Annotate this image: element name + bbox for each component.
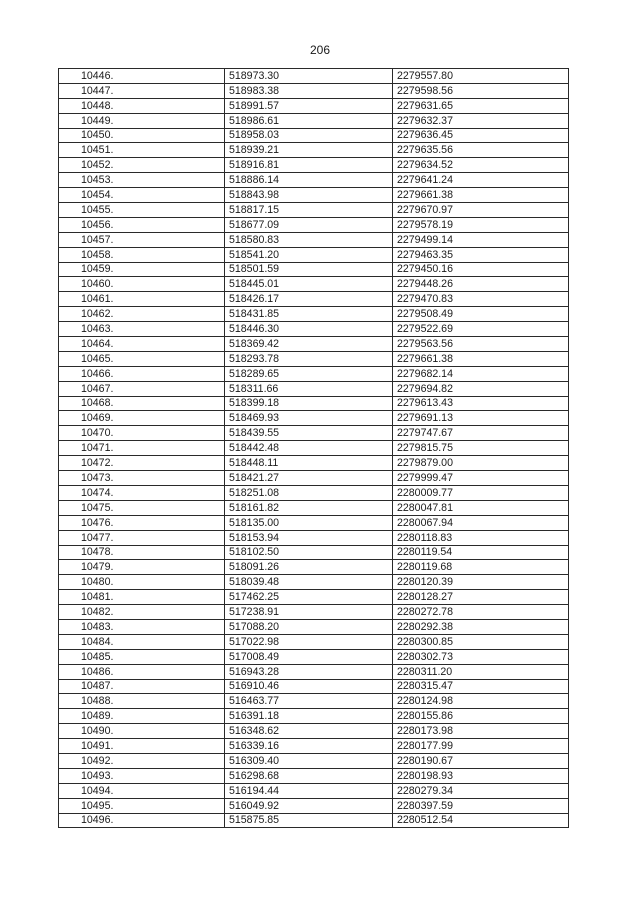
northing-cell: 2279634.52 (393, 158, 569, 173)
northing-cell: 2280128.27 (393, 590, 569, 605)
northing-cell: 2280300.85 (393, 634, 569, 649)
point-id-cell: 10489. (59, 709, 225, 724)
table-row (59, 366, 569, 381)
table-row (59, 545, 569, 560)
northing-cell: 2280198.93 (393, 768, 569, 783)
northing-cell: 2279879.00 (393, 456, 569, 471)
northing-cell: 2279632.37 (393, 113, 569, 128)
point-id-cell: 10450. (59, 128, 225, 143)
easting-cell: 518102.50 (225, 545, 393, 560)
point-id-cell: 10481. (59, 590, 225, 605)
northing-cell: 2279661.38 (393, 351, 569, 366)
table-row (59, 98, 569, 113)
easting-cell: 518580.83 (225, 232, 393, 247)
easting-cell: 518399.18 (225, 396, 393, 411)
northing-cell: 2280119.54 (393, 545, 569, 560)
easting-cell: 518039.48 (225, 575, 393, 590)
easting-cell: 518973.30 (225, 69, 393, 84)
table-row (59, 203, 569, 218)
table-row (59, 813, 569, 828)
easting-cell: 518161.82 (225, 500, 393, 515)
point-id-cell: 10451. (59, 143, 225, 158)
northing-cell: 2279694.82 (393, 381, 569, 396)
northing-cell: 2280292.38 (393, 619, 569, 634)
easting-cell: 516391.18 (225, 709, 393, 724)
easting-cell: 518916.81 (225, 158, 393, 173)
easting-cell: 518251.08 (225, 485, 393, 500)
point-id-cell: 10474. (59, 485, 225, 500)
table-row (59, 128, 569, 143)
easting-cell: 518091.26 (225, 560, 393, 575)
table-row (59, 724, 569, 739)
northing-cell: 2279508.49 (393, 307, 569, 322)
point-id-cell: 10456. (59, 217, 225, 232)
point-id-cell: 10459. (59, 262, 225, 277)
northing-cell: 2279557.80 (393, 69, 569, 84)
easting-cell: 518958.03 (225, 128, 393, 143)
easting-cell: 518986.61 (225, 113, 393, 128)
coordinate-table (58, 68, 569, 828)
table-row (59, 262, 569, 277)
easting-cell: 518311.66 (225, 381, 393, 396)
point-id-cell: 10493. (59, 768, 225, 783)
point-id-cell: 10449. (59, 113, 225, 128)
table-row (59, 560, 569, 575)
table-row (59, 411, 569, 426)
easting-cell: 516910.46 (225, 679, 393, 694)
northing-cell: 2279450.16 (393, 262, 569, 277)
northing-cell: 2280173.98 (393, 724, 569, 739)
easting-cell: 518983.38 (225, 83, 393, 98)
table-row (59, 605, 569, 620)
northing-cell: 2279670.97 (393, 203, 569, 218)
easting-cell: 517022.98 (225, 634, 393, 649)
table-row (59, 575, 569, 590)
table-row (59, 664, 569, 679)
easting-cell: 518135.00 (225, 515, 393, 530)
point-id-cell: 10454. (59, 188, 225, 203)
point-id-cell: 10484. (59, 634, 225, 649)
easting-cell: 516943.28 (225, 664, 393, 679)
point-id-cell: 10475. (59, 500, 225, 515)
northing-cell: 2280512.54 (393, 813, 569, 828)
point-id-cell: 10465. (59, 351, 225, 366)
northing-cell: 2279635.56 (393, 143, 569, 158)
table-row (59, 679, 569, 694)
point-id-cell: 10494. (59, 783, 225, 798)
northing-cell: 2279499.14 (393, 232, 569, 247)
table-row (59, 485, 569, 500)
easting-cell: 518886.14 (225, 173, 393, 188)
point-id-cell: 10455. (59, 203, 225, 218)
table-row (59, 619, 569, 634)
table-row (59, 515, 569, 530)
northing-cell: 2279747.67 (393, 426, 569, 441)
table-row (59, 232, 569, 247)
point-id-cell: 10463. (59, 322, 225, 337)
point-id-cell: 10479. (59, 560, 225, 575)
point-id-cell: 10469. (59, 411, 225, 426)
point-id-cell: 10496. (59, 813, 225, 828)
northing-cell: 2279631.65 (393, 98, 569, 113)
table-row (59, 530, 569, 545)
easting-cell: 518817.15 (225, 203, 393, 218)
table-row (59, 590, 569, 605)
point-id-cell: 10457. (59, 232, 225, 247)
table-row (59, 753, 569, 768)
point-id-cell: 10452. (59, 158, 225, 173)
northing-cell: 2280279.34 (393, 783, 569, 798)
easting-cell: 518369.42 (225, 337, 393, 352)
easting-cell: 518289.65 (225, 366, 393, 381)
northing-cell: 2280272.78 (393, 605, 569, 620)
northing-cell: 2279661.38 (393, 188, 569, 203)
table-row (59, 471, 569, 486)
point-id-cell: 10471. (59, 441, 225, 456)
point-id-cell: 10473. (59, 471, 225, 486)
easting-cell: 518469.93 (225, 411, 393, 426)
point-id-cell: 10487. (59, 679, 225, 694)
northing-cell: 2280155.86 (393, 709, 569, 724)
table-row (59, 426, 569, 441)
table-row (59, 113, 569, 128)
point-id-cell: 10495. (59, 798, 225, 813)
easting-cell: 518153.94 (225, 530, 393, 545)
northing-cell: 2279522.69 (393, 322, 569, 337)
table-row (59, 783, 569, 798)
table-row (59, 381, 569, 396)
table-row (59, 322, 569, 337)
point-id-cell: 10460. (59, 277, 225, 292)
northing-cell: 2280120.39 (393, 575, 569, 590)
table-row (59, 649, 569, 664)
point-id-cell: 10480. (59, 575, 225, 590)
table-row (59, 217, 569, 232)
easting-cell: 517238.91 (225, 605, 393, 620)
point-id-cell: 10464. (59, 337, 225, 352)
table-row (59, 709, 569, 724)
table-row (59, 739, 569, 754)
northing-cell: 2279598.56 (393, 83, 569, 98)
point-id-cell: 10477. (59, 530, 225, 545)
point-id-cell: 10485. (59, 649, 225, 664)
page-number: 206 (309, 43, 331, 57)
table-row (59, 798, 569, 813)
northing-cell: 2280047.81 (393, 500, 569, 515)
easting-cell: 518939.21 (225, 143, 393, 158)
easting-cell: 518501.59 (225, 262, 393, 277)
northing-cell: 2279691.13 (393, 411, 569, 426)
table-row (59, 143, 569, 158)
table-row (59, 173, 569, 188)
northing-cell: 2280119.68 (393, 560, 569, 575)
point-id-cell: 10492. (59, 753, 225, 768)
northing-cell: 2280302.73 (393, 649, 569, 664)
easting-cell: 518445.01 (225, 277, 393, 292)
table-row (59, 441, 569, 456)
table-row (59, 247, 569, 262)
point-id-cell: 10476. (59, 515, 225, 530)
point-id-cell: 10472. (59, 456, 225, 471)
coordinate-table-body (59, 69, 569, 828)
easting-cell: 515875.85 (225, 813, 393, 828)
northing-cell: 2279448.26 (393, 277, 569, 292)
point-id-cell: 10483. (59, 619, 225, 634)
table-row (59, 694, 569, 709)
table-row (59, 158, 569, 173)
easting-cell: 516049.92 (225, 798, 393, 813)
point-id-cell: 10461. (59, 292, 225, 307)
point-id-cell: 10478. (59, 545, 225, 560)
northing-cell: 2279636.45 (393, 128, 569, 143)
table-row (59, 277, 569, 292)
table-row (59, 634, 569, 649)
easting-cell: 516339.16 (225, 739, 393, 754)
point-id-cell: 10462. (59, 307, 225, 322)
table-row (59, 768, 569, 783)
easting-cell: 518541.20 (225, 247, 393, 262)
easting-cell: 517088.20 (225, 619, 393, 634)
table-row (59, 456, 569, 471)
point-id-cell: 10467. (59, 381, 225, 396)
easting-cell: 516194.44 (225, 783, 393, 798)
northing-cell: 2279641.24 (393, 173, 569, 188)
table-row (59, 188, 569, 203)
table-row (59, 351, 569, 366)
point-id-cell: 10447. (59, 83, 225, 98)
easting-cell: 518446.30 (225, 322, 393, 337)
easting-cell: 518293.78 (225, 351, 393, 366)
northing-cell: 2279613.43 (393, 396, 569, 411)
easting-cell: 516348.62 (225, 724, 393, 739)
northing-cell: 2280315.47 (393, 679, 569, 694)
easting-cell: 518677.09 (225, 217, 393, 232)
point-id-cell: 10458. (59, 247, 225, 262)
easting-cell: 518442.48 (225, 441, 393, 456)
northing-cell: 2279563.56 (393, 337, 569, 352)
table-row (59, 337, 569, 352)
point-id-cell: 10470. (59, 426, 225, 441)
table-row (59, 292, 569, 307)
point-id-cell: 10488. (59, 694, 225, 709)
point-id-cell: 10491. (59, 739, 225, 754)
northing-cell: 2280311.20 (393, 664, 569, 679)
easting-cell: 518991.57 (225, 98, 393, 113)
northing-cell: 2280124.98 (393, 694, 569, 709)
northing-cell: 2280190.67 (393, 753, 569, 768)
table-row (59, 69, 569, 84)
northing-cell: 2280177.99 (393, 739, 569, 754)
northing-cell: 2280009.77 (393, 485, 569, 500)
easting-cell: 517008.49 (225, 649, 393, 664)
table-row (59, 83, 569, 98)
easting-cell: 518421.27 (225, 471, 393, 486)
table-row (59, 396, 569, 411)
point-id-cell: 10490. (59, 724, 225, 739)
point-id-cell: 10482. (59, 605, 225, 620)
northing-cell: 2279682.14 (393, 366, 569, 381)
easting-cell: 516463.77 (225, 694, 393, 709)
easting-cell: 518448.11 (225, 456, 393, 471)
point-id-cell: 10448. (59, 98, 225, 113)
northing-cell: 2279815.75 (393, 441, 569, 456)
point-id-cell: 10486. (59, 664, 225, 679)
northing-cell: 2279578.19 (393, 217, 569, 232)
easting-cell: 518439.55 (225, 426, 393, 441)
northing-cell: 2280067.94 (393, 515, 569, 530)
easting-cell: 518431.85 (225, 307, 393, 322)
northing-cell: 2280118.83 (393, 530, 569, 545)
easting-cell: 516298.68 (225, 768, 393, 783)
northing-cell: 2279463.35 (393, 247, 569, 262)
point-id-cell: 10446. (59, 69, 225, 84)
northing-cell: 2280397.59 (393, 798, 569, 813)
easting-cell: 516309.40 (225, 753, 393, 768)
northing-cell: 2279999.47 (393, 471, 569, 486)
easting-cell: 518843.98 (225, 188, 393, 203)
table-row (59, 500, 569, 515)
table-row (59, 307, 569, 322)
point-id-cell: 10453. (59, 173, 225, 188)
northing-cell: 2279470.83 (393, 292, 569, 307)
easting-cell: 517462.25 (225, 590, 393, 605)
easting-cell: 518426.17 (225, 292, 393, 307)
point-id-cell: 10466. (59, 366, 225, 381)
point-id-cell: 10468. (59, 396, 225, 411)
